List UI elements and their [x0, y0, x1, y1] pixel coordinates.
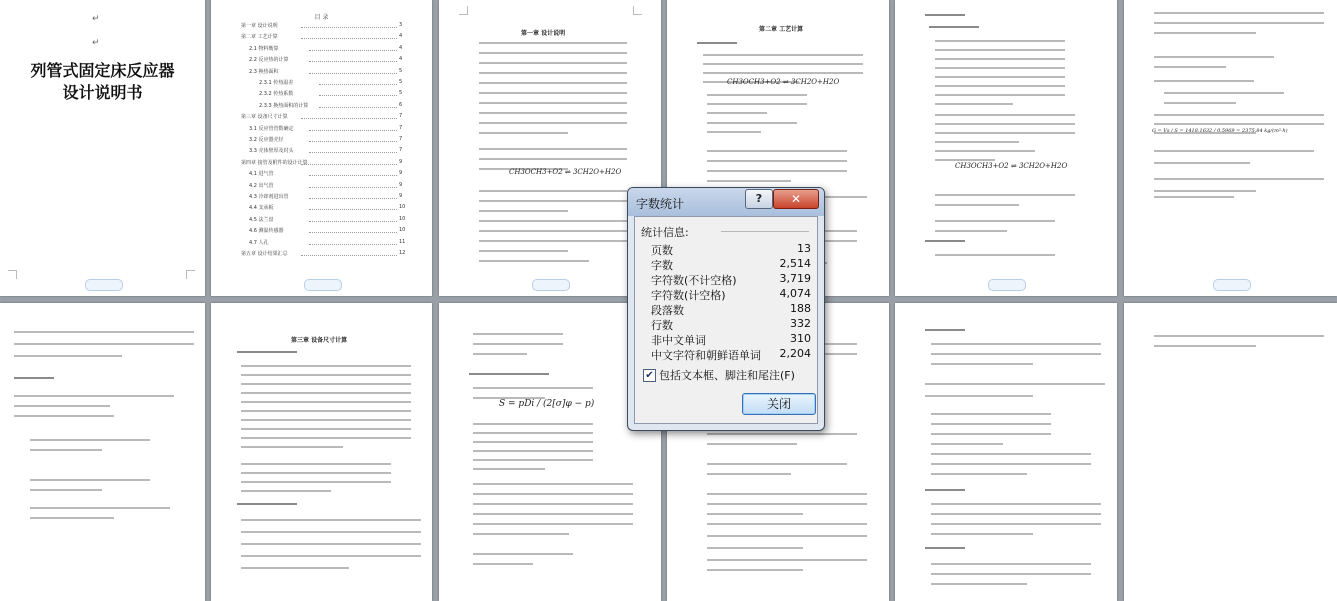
text-line	[707, 160, 847, 162]
crop-mark	[8, 270, 17, 279]
toc-leader-dots	[319, 94, 397, 96]
toc-page-number: 5	[399, 90, 403, 97]
text-line	[931, 343, 1101, 345]
text-line	[473, 432, 593, 434]
text-line	[931, 413, 1051, 415]
text-line	[707, 150, 847, 152]
text-line	[931, 563, 1091, 565]
text-line	[1154, 150, 1314, 152]
toc-entry[interactable]: 2.3.1 传热温差	[259, 80, 294, 86]
toc-leader-dots	[309, 197, 397, 199]
text-line	[931, 573, 1091, 575]
text-line	[931, 353, 1101, 355]
stat-value: 13	[797, 242, 811, 255]
text-line	[241, 428, 411, 430]
text-line	[1154, 22, 1324, 24]
stat-row-words	[651, 257, 811, 272]
text-line	[479, 52, 627, 54]
text-line	[479, 122, 599, 124]
toc-entry[interactable]: 4.5 法兰盘	[249, 216, 274, 223]
toc-leader-dots	[301, 117, 397, 119]
text-line	[931, 523, 1101, 525]
toc-leader-dots	[309, 231, 397, 233]
text-line	[473, 493, 633, 495]
text-line	[935, 49, 1065, 51]
text-line	[473, 333, 563, 335]
cover-title-line1: 列管式固定床反应器	[30, 61, 175, 80]
text-line	[479, 190, 627, 192]
toc-page-number: 4	[399, 56, 403, 63]
text-line	[1154, 80, 1254, 82]
text-line	[479, 250, 568, 252]
toc-leader-dots	[319, 106, 397, 108]
text-line	[931, 503, 1101, 505]
text-line	[241, 365, 411, 367]
text-line	[935, 204, 1019, 206]
toc-page-number: 10	[399, 227, 406, 234]
text-line	[1154, 56, 1274, 58]
toc-page-number: 11	[399, 238, 406, 245]
toc-leader-dots	[309, 72, 397, 74]
mass-flux-formula: G = Vs / S = 1418.1632 / 0.5969 = 2375.84 kg/(m²·h)	[1152, 128, 1288, 134]
text-line	[707, 103, 807, 105]
text-line	[935, 254, 1055, 256]
toc-entry[interactable]: 2.1 物料衡算	[249, 45, 279, 52]
toc-page-number: 3	[399, 22, 403, 28]
divider	[721, 231, 809, 232]
text-line	[707, 513, 803, 515]
stat-label: 字符数(计空格)	[651, 289, 726, 302]
toc-page-number: 5	[399, 67, 403, 74]
toc-leader-dots	[301, 26, 397, 28]
toc-page-number: 9	[399, 170, 403, 177]
text-line	[1154, 32, 1256, 34]
text-line	[925, 395, 1033, 397]
text-line	[703, 54, 863, 56]
toc-page-number: 10	[399, 215, 406, 222]
text-line	[931, 513, 1101, 515]
toc-page-number: 7	[399, 147, 403, 154]
text-line	[479, 148, 627, 150]
document-page-flanges	[895, 303, 1117, 601]
toc-page-number: 7	[399, 124, 403, 131]
text-line	[707, 503, 867, 505]
text-line	[30, 517, 114, 519]
page-footer-decoration	[988, 279, 1026, 291]
document-page-toc	[211, 0, 432, 296]
text-line	[473, 441, 593, 443]
text-line	[707, 131, 761, 133]
text-line	[473, 468, 545, 470]
text-line	[473, 387, 593, 389]
text-line	[931, 433, 1051, 435]
text-line	[707, 94, 807, 96]
crop-mark	[459, 6, 468, 15]
text-line	[707, 122, 797, 124]
text-line	[935, 132, 1075, 134]
toc-entry[interactable]: 第二章 工艺计算	[241, 34, 278, 41]
text-line	[935, 123, 1075, 125]
document-page-heat-transfer	[0, 303, 205, 601]
toc-entry[interactable]: 4.3 冷却剂进出管	[249, 194, 289, 200]
toc-entry[interactable]: 第四章 接管及附件的设计计算	[241, 159, 308, 166]
toc-leader-dots	[301, 163, 397, 165]
text-line	[1154, 190, 1256, 192]
text-line	[241, 543, 421, 545]
stat-label: 字符数(不计空格)	[651, 274, 737, 287]
dialog-titlebar[interactable]	[628, 188, 824, 216]
toc-heading: 目 录	[314, 14, 329, 21]
text-line	[14, 343, 194, 345]
toc-entry[interactable]: 4.6 测温传感器	[249, 228, 284, 235]
text-line	[697, 42, 737, 44]
text-line	[479, 220, 627, 222]
text-line	[241, 463, 391, 465]
text-line	[707, 473, 791, 475]
stat-label: 段落数	[651, 304, 684, 317]
text-line	[707, 180, 791, 182]
crop-mark	[186, 270, 195, 279]
text-line	[479, 230, 627, 232]
dialog-body	[634, 216, 818, 424]
toc-leader-dots	[301, 37, 397, 39]
text-line	[1154, 196, 1234, 198]
toc-leader-dots	[309, 208, 397, 210]
text-line	[479, 72, 627, 74]
toc-entry[interactable]: 4.4 支承板	[249, 205, 274, 212]
text-line	[473, 553, 573, 555]
text-line	[241, 437, 411, 439]
toc-entry[interactable]: 第五章 设计结果汇总	[241, 251, 288, 257]
text-line	[703, 63, 863, 65]
toc-leader-dots	[301, 254, 397, 256]
text-line	[707, 170, 847, 172]
text-line	[237, 351, 297, 353]
toc-page-number: 4	[399, 44, 403, 51]
text-line	[925, 547, 965, 549]
reaction-formula: CH3OCH3+O2 ⇌ 3CH2O+H2O	[727, 78, 840, 86]
text-line	[241, 567, 349, 569]
text-line	[925, 240, 965, 242]
page-footer-decoration	[532, 279, 570, 291]
text-line	[473, 353, 527, 355]
text-line	[479, 42, 627, 44]
toc-leader-dots	[309, 60, 397, 62]
document-page-cover	[0, 0, 205, 296]
text-line	[14, 405, 110, 407]
toc-entry[interactable]: 4.1 进气管	[249, 171, 274, 178]
text-line	[479, 92, 627, 94]
toc-entry[interactable]: 2.2 反应热的计算	[249, 57, 289, 64]
stat-label: 字数	[651, 259, 673, 272]
text-line	[1164, 92, 1284, 94]
text-line	[707, 559, 867, 561]
text-line	[1154, 335, 1324, 337]
text-line	[30, 439, 150, 441]
text-line	[241, 401, 411, 403]
text-line	[931, 423, 1051, 425]
text-line	[703, 72, 863, 74]
toc-leader-dots	[309, 243, 397, 245]
stat-row-non-chinese-words	[651, 332, 811, 347]
crop-mark	[633, 6, 642, 15]
text-line	[479, 62, 627, 64]
text-line	[931, 363, 1033, 365]
text-line	[707, 443, 797, 445]
text-line	[935, 85, 1065, 87]
toc-entry[interactable]: 2.3.3 换热面积的计算	[259, 102, 309, 109]
close-icon[interactable]: ✕	[773, 189, 819, 209]
text-line	[30, 507, 170, 509]
text-line	[473, 459, 593, 461]
toc-leader-dots	[309, 151, 397, 153]
document-page-flux	[1124, 0, 1337, 296]
stat-label: 行数	[651, 319, 673, 332]
text-line	[14, 355, 122, 357]
text-line	[241, 383, 411, 385]
reaction-formula: CH3OCH3+O2 ⇌ 3CH2O+H2O	[955, 162, 1068, 170]
text-line	[479, 260, 589, 262]
text-line	[925, 383, 1105, 385]
toc-leader-dots	[309, 129, 397, 131]
text-line	[479, 82, 627, 84]
toc-page-number: 7	[399, 113, 403, 120]
text-line	[479, 102, 627, 104]
include-textboxes-label[interactable]: 包括文本框、脚注和尾注(F)	[659, 369, 795, 382]
toc-page-number: 9	[399, 181, 403, 188]
stat-label: 中文字符和朝鲜语单词	[651, 349, 761, 362]
text-line	[479, 240, 627, 242]
text-line	[925, 14, 965, 16]
page-footer-decoration	[304, 279, 342, 291]
word-count-dialog[interactable]	[627, 187, 825, 431]
toc-page-number: 10	[399, 204, 406, 211]
text-line	[929, 26, 979, 28]
toc-entry[interactable]: 2.3.2 传热系数	[259, 91, 294, 98]
text-line	[1154, 162, 1250, 164]
close-button[interactable]: 关闭	[742, 393, 816, 415]
text-line	[241, 446, 343, 448]
toc-entry[interactable]: 第三章 设备尺寸计算	[241, 114, 288, 121]
text-line	[473, 523, 633, 525]
toc-entry[interactable]: 3.3 壳体壁厚及封头	[249, 148, 294, 155]
toc-page-number: 12	[399, 250, 406, 256]
text-line	[1154, 178, 1324, 180]
cover-title-line2: 设计说明书	[62, 83, 143, 102]
text-line	[935, 94, 1065, 96]
text-line	[241, 531, 421, 533]
text-line	[479, 158, 619, 160]
text-line	[935, 141, 1019, 143]
text-line	[931, 463, 1091, 465]
toc-page-number: 5	[399, 79, 403, 85]
text-line	[707, 433, 857, 435]
pressure-formula: S = pDi / (2[σ]φ − p)	[499, 399, 595, 409]
toc-page-number: 9	[399, 158, 403, 165]
text-line	[479, 132, 568, 134]
text-line	[1154, 114, 1324, 116]
reaction-formula: CH3OCH3+O2 ⇌ 3CH2O+H2O	[509, 168, 622, 176]
text-line	[707, 569, 803, 571]
text-line	[241, 419, 411, 421]
text-line	[931, 473, 1027, 475]
text-line	[707, 463, 847, 465]
text-line	[935, 194, 1075, 196]
text-line	[241, 392, 411, 394]
text-line	[14, 331, 194, 333]
text-line	[707, 523, 867, 525]
text-line	[473, 450, 593, 452]
stat-row-chinese-korean	[651, 347, 811, 362]
dialog-title: 字数统计	[636, 197, 685, 211]
toc-entry[interactable]: 4.7 人孔	[249, 239, 269, 246]
paragraph-mark: ↵	[92, 14, 100, 24]
stat-label: 非中文单词	[651, 334, 706, 347]
text-line	[935, 150, 1035, 152]
toc-leader-dots	[309, 49, 397, 51]
text-line	[707, 112, 767, 114]
toc-page-number: 9	[399, 193, 403, 199]
document-page-ch3	[211, 303, 432, 601]
text-line	[479, 200, 627, 202]
text-line	[925, 489, 965, 491]
text-line	[931, 443, 1003, 445]
include-textboxes-checkbox[interactable]: ✔	[643, 369, 656, 382]
stat-value: 310	[790, 332, 811, 345]
toc-leader-dots	[319, 83, 397, 85]
text-line	[241, 519, 421, 521]
text-line	[935, 103, 1013, 105]
toc-entry[interactable]: 3.2 反应器壳径	[249, 137, 284, 143]
text-line	[707, 493, 867, 495]
text-line	[14, 415, 114, 417]
stat-row-pages	[651, 242, 811, 257]
text-line	[931, 583, 1027, 585]
text-line	[14, 395, 174, 397]
text-line	[473, 343, 563, 345]
stat-row-chars-with-spaces	[651, 287, 811, 302]
text-line	[479, 210, 568, 212]
stat-value: 332	[790, 317, 811, 330]
stat-row-paragraphs	[651, 302, 811, 317]
text-line	[241, 481, 391, 483]
text-line	[241, 472, 391, 474]
toc-page-number: 6	[399, 101, 403, 108]
text-line	[473, 483, 633, 485]
text-line	[241, 374, 411, 376]
help-button[interactable]: ?	[745, 189, 773, 209]
text-line	[935, 40, 1065, 42]
text-line	[935, 76, 1065, 78]
text-line	[935, 230, 1007, 232]
chapter-heading: 第一章 设计说明	[521, 30, 566, 37]
stat-row-lines	[651, 317, 811, 332]
toc-entry[interactable]: 2.3 换热面积	[249, 68, 279, 75]
paragraph-mark: ↵	[92, 38, 100, 48]
statistics-header: 统计信息:	[641, 226, 689, 239]
chapter-heading: 第二章 工艺计算	[759, 26, 804, 33]
text-line	[1154, 66, 1226, 68]
text-line	[14, 377, 54, 379]
toc-entry[interactable]: 4.2 出气管	[249, 182, 274, 189]
stat-value: 3,719	[779, 272, 811, 285]
toc-entry[interactable]: 第一章 设计说明	[241, 23, 278, 29]
text-line	[473, 533, 569, 535]
text-line	[473, 513, 633, 515]
page-footer-decoration	[85, 279, 123, 291]
text-line	[1154, 123, 1324, 125]
chapter-heading: 第三章 设备尺寸计算	[291, 337, 348, 344]
stat-value: 4,074	[779, 287, 811, 300]
text-line	[30, 489, 102, 491]
stat-label: 页数	[651, 244, 673, 257]
text-line	[469, 373, 549, 375]
document-page-heat	[895, 0, 1117, 296]
text-line	[935, 220, 1055, 222]
toc-leader-dots	[309, 186, 397, 188]
text-line	[935, 159, 995, 161]
text-line	[237, 503, 297, 505]
text-line	[1154, 345, 1256, 347]
text-line	[30, 479, 150, 481]
text-line	[241, 555, 421, 557]
text-line	[1164, 102, 1236, 104]
text-line	[241, 490, 331, 492]
text-line	[935, 114, 1075, 116]
text-line	[479, 112, 627, 114]
text-line	[931, 453, 1091, 455]
stat-value: 2,514	[779, 257, 811, 270]
text-line	[473, 563, 533, 565]
text-line	[925, 329, 965, 331]
text-line	[707, 547, 803, 549]
text-line	[241, 410, 411, 412]
toc-entry[interactable]: 3.1 反应管管数确定	[249, 125, 294, 132]
text-line	[1154, 12, 1324, 14]
toc-leader-dots	[309, 140, 397, 142]
page-footer-decoration	[1213, 279, 1251, 291]
text-line	[707, 535, 867, 537]
text-line	[931, 533, 1033, 535]
text-line	[473, 503, 633, 505]
toc-leader-dots	[309, 174, 397, 176]
stat-value: 188	[790, 302, 811, 315]
toc-leader-dots	[309, 220, 397, 222]
text-line	[30, 449, 102, 451]
toc-page-number: 7	[399, 136, 403, 142]
text-line	[935, 67, 1065, 69]
text-line	[935, 58, 1065, 60]
text-line	[473, 423, 593, 425]
stat-value: 2,204	[779, 347, 811, 360]
document-page-last	[1124, 303, 1337, 601]
stat-row-chars-no-spaces	[651, 272, 811, 287]
toc-page-number: 4	[399, 33, 403, 40]
